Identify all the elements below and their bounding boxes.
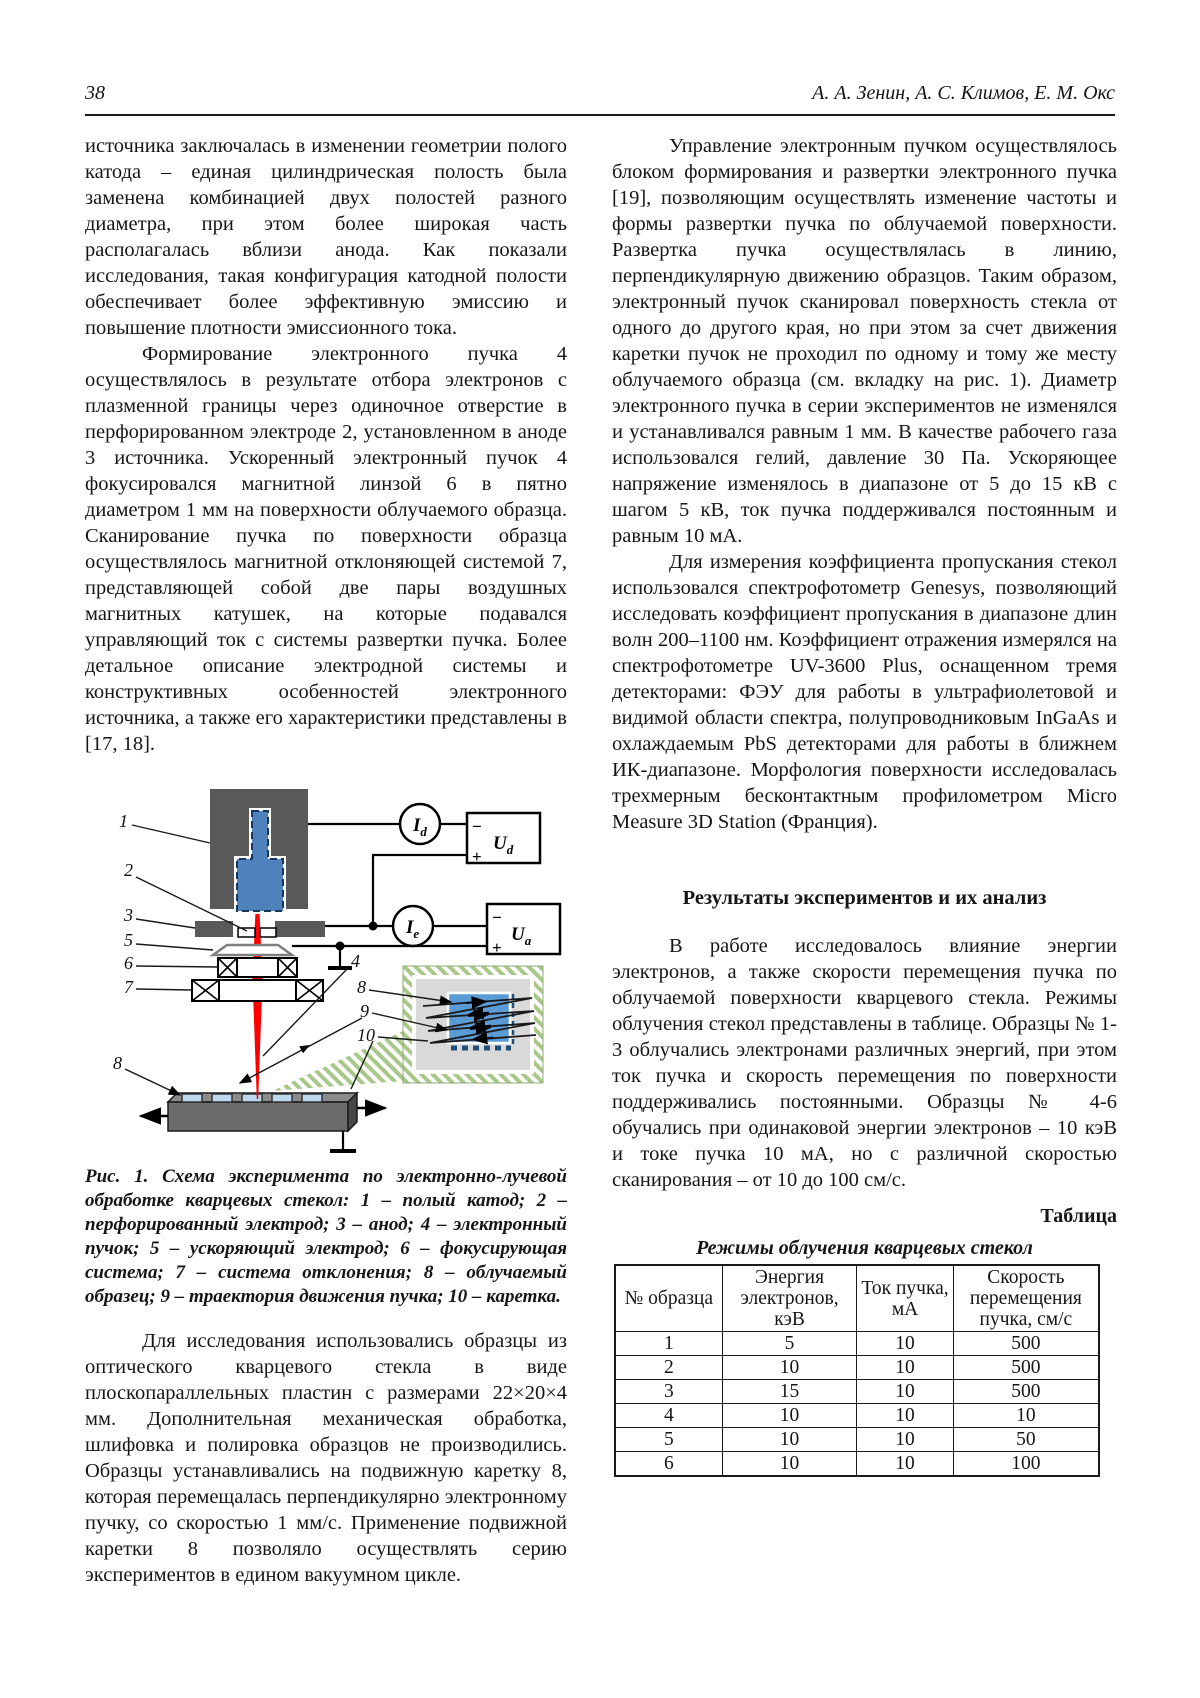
cell: 6 bbox=[615, 1452, 722, 1477]
label-8-sample: 8 bbox=[113, 1053, 122, 1073]
cell: 10 bbox=[857, 1380, 953, 1404]
column-header: Энергия электронов, кэВ bbox=[722, 1265, 857, 1332]
cell: 1 bbox=[615, 1332, 722, 1356]
source-Ua-label: $U_a$ bbox=[511, 924, 532, 948]
cell: 10 bbox=[722, 1428, 857, 1452]
glass-sample bbox=[242, 1094, 262, 1102]
cell: 10 bbox=[722, 1356, 857, 1380]
label-9-trajectory: 9 bbox=[360, 1001, 369, 1021]
right-column bbox=[612, 133, 1117, 1477]
paragraph: Формирование электронного пучка 4 осуществлялось в результате отбора электронов с плазменной границы через одиночное отверстие в перфорированном электроде 2, установленном в аноде 3 источника. Ускоренный электронный пучок 4 фокусировался магнитной линзой 6 в пятно диаметром 1 мм на поверхности облучаемого образца. Сканирование пучка по поверхности образца осуществлялось магнитной отклоняющей системой 7, представляющей собой две пары воздушных магнитных катушек, на которые подавался управляющий ток с системы развертки пучка. Более детальное описание электродной системы и конструктивных особенностей электронного источника, а также его характеристики представлены в [17, 18]. bbox=[85, 343, 567, 755]
cell: 5 bbox=[722, 1332, 857, 1356]
left-column bbox=[85, 133, 567, 1588]
paragraph: В работе исследовалось влияние энергии электронов, а также скорости перемещения пучка по облучаемой поверхности кварцевого стекла. Режимы облучения стекол представлены в таблице. Образцы № 1-3 облучались электронами различных энергий, при этом ток пучка и скорость перемещения по поверхности поддерживались постоянными. Образцы № 4-6 обучались при одинаковой энергии электронов – 10 кэВ и токе пучка 10 мА, но с различной скоростью сканирования – от 10 до 100 см/с. bbox=[612, 935, 1117, 1191]
cell: 10 bbox=[857, 1356, 953, 1380]
column-header: № образца bbox=[615, 1265, 722, 1332]
paragraph: Управление электронным пучком осуществлялось блоком формирования и развертки электронного пучка [19], позволяющим осуществлять изменение частоты и формы развертки пучка по облучаемой поверхности. Развертка пучка осуществлялась в линию, перпендикулярную движению образцов. Таким образом, электронный пучок сканировал поверхность стекла от одного до другого края, но при этом за счет движения каретки пучок не проходил по одному и тому же месту облучаемого образца (см. вкладку на рис. 1). Диаметр электронного пучка в серии экспериментов не изменялся и устанавливался равным 1 мм. В качестве рабочего газа использовался гелий, давление 30 Па. Ускоряющее напряжение изменялось в диапазоне от 5 до 15 кВ с шагом 5 кВ, ток пучка поддерживался постоянным и равным 10 мА. bbox=[612, 135, 1117, 547]
accelerating-electrode bbox=[213, 945, 292, 955]
ammeter-Ie-label: $I_e$ bbox=[406, 917, 420, 941]
irradiation-modes-table bbox=[614, 1264, 1100, 1477]
paragraph: источника заключалась в изменении геометрии полого катода – единая цилиндрическая полость была заменена комбинацией двух полостей разного диаметра, при этом более широкая часть располагалась вблизи анода. Как показали исследования, такая конфигурация катодной полости обеспечивает более эффективную эмиссию и повышение плотности эмиссионного тока. bbox=[85, 135, 567, 339]
table-title: Режимы облучения кварцевых стекол bbox=[696, 1237, 1033, 1259]
label-1-hollow-cathode: 1 bbox=[119, 811, 128, 831]
cell: 5 bbox=[615, 1428, 722, 1452]
cell: 4 bbox=[615, 1404, 722, 1428]
cell: 10 bbox=[722, 1452, 857, 1477]
wire-junction bbox=[369, 922, 378, 931]
plus-sign: + bbox=[472, 847, 482, 866]
electron-source bbox=[192, 789, 325, 1001]
cell: 10 bbox=[857, 1332, 953, 1356]
column-header: Скорость перемещения пучка, см/с bbox=[953, 1265, 1099, 1332]
table-row bbox=[615, 1404, 1099, 1428]
cell: 500 bbox=[953, 1380, 1099, 1404]
label-7-deflection-system: 7 bbox=[124, 977, 133, 997]
table-row bbox=[615, 1332, 1099, 1356]
page-number: 38 bbox=[85, 82, 105, 104]
sample-carriage bbox=[141, 1093, 385, 1151]
glass-sample bbox=[212, 1094, 232, 1102]
cell: 500 bbox=[953, 1332, 1099, 1356]
header-rule bbox=[85, 114, 1115, 116]
plus-sign: + bbox=[492, 938, 502, 957]
cell: 3 bbox=[615, 1380, 722, 1404]
experiment-schematic-figure bbox=[85, 769, 567, 1153]
authors-line: А. А. Зенин, А. С. Климов, Е. М. Окс bbox=[812, 82, 1115, 104]
figure-caption: Рис. 1. Схема эксперимента по электронно-лучевой обработке кварцевых стекол: 1 – полый катод; 2 – перфорированный электрод; 3 – анод; 4 – электронный пучок; 5 – ускоряющий электрод; 6 – фокусирующая система; 7 – система отклонения; 8 – облучаемый образец; 9 – траектория движения пучка; 10 – каретка. bbox=[85, 1166, 567, 1307]
source-Ud-label: $U_d$ bbox=[493, 833, 514, 857]
magnifier-callout-wedge bbox=[272, 1031, 403, 1091]
electron-beam bbox=[253, 911, 263, 1099]
minus-sign: − bbox=[472, 817, 482, 836]
figure-1-schematic bbox=[85, 769, 567, 1153]
column-header: Ток пучка, мА bbox=[857, 1265, 953, 1332]
cell: 10 bbox=[857, 1452, 953, 1477]
perforated-electrode bbox=[238, 928, 255, 937]
label-2-perforated-electrode: 2 bbox=[124, 860, 133, 880]
cell: 2 bbox=[615, 1356, 722, 1380]
cell: 15 bbox=[722, 1380, 857, 1404]
table-header-row bbox=[615, 1265, 1099, 1332]
cell: 500 bbox=[953, 1356, 1099, 1380]
anode-left bbox=[195, 921, 233, 937]
focusing-lens bbox=[218, 958, 297, 977]
anode-right bbox=[275, 921, 325, 937]
table-row bbox=[615, 1452, 1099, 1477]
deflection-system bbox=[192, 980, 323, 1001]
label-3-anode: 3 bbox=[124, 905, 133, 925]
cell: 10 bbox=[722, 1404, 857, 1428]
glass-sample bbox=[302, 1094, 322, 1102]
paragraph: Для измерения коэффициента пропускания стекол использовался спектрофотометр Genesys, позволяющий исследовать коэффициент пропускания в диапазоне длин волн 200–1100 нм. Коэффициент отражения измерялся на спектрофотометре UV-3600 Plus, оснащенном тремя детекторами: ФЭУ для работы в ультрафиолетовой и видимой области спектра, полупроводниковым InGaAs и охлаждаемым PbS детекторами для работы в ближнем ИК-диапазоне. Морфология поверхности исследовалась трехмерным бесконтактным профилометром Micro Measure 3D Station (Франция). bbox=[612, 551, 1117, 833]
cell: 100 bbox=[953, 1452, 1099, 1477]
label-4-electron-beam: 4 bbox=[351, 951, 360, 971]
glass-sample bbox=[272, 1094, 292, 1102]
cell: 10 bbox=[857, 1404, 953, 1428]
paragraph: Для исследования использовались образцы из оптического кварцевого стекла в виде плоскопараллельных пластин с размерами 22×20×4 мм. Дополнительная механическая обработка, шлифовка и полировка образцов не производились. Образцы устанавливались на подвижную каретку 8, которая перемещалась перпендикулярно электронному пучку, со скоростью 1 мм/с. Применение подвижной каретки 8 позволяло осуществлять серию экспериментов в едином вакуумном цикле. bbox=[85, 1330, 567, 1586]
section-heading: Результаты экспериментов и их анализ bbox=[682, 887, 1047, 909]
scan-direction-arrowhead bbox=[299, 1041, 312, 1053]
ammeter-Id-label: $I_d$ bbox=[413, 815, 427, 839]
cell: 10 bbox=[953, 1404, 1099, 1428]
label-8-sample-inset: 8 bbox=[357, 977, 366, 997]
table-label: Таблица bbox=[1040, 1205, 1117, 1227]
cell: 50 bbox=[953, 1428, 1099, 1452]
glass-sample bbox=[182, 1094, 202, 1102]
label-10-carriage: 10 bbox=[357, 1025, 375, 1045]
table-row bbox=[615, 1356, 1099, 1380]
table-row bbox=[615, 1428, 1099, 1452]
perforated-electrode bbox=[260, 928, 276, 937]
minus-sign: − bbox=[492, 908, 502, 927]
page-header bbox=[85, 82, 1115, 105]
label-6-focusing-system: 6 bbox=[124, 953, 133, 973]
carriage-front-face bbox=[168, 1102, 348, 1131]
table-row bbox=[615, 1380, 1099, 1404]
label-5-accelerating-electrode: 5 bbox=[124, 930, 133, 950]
cell: 10 bbox=[857, 1428, 953, 1452]
